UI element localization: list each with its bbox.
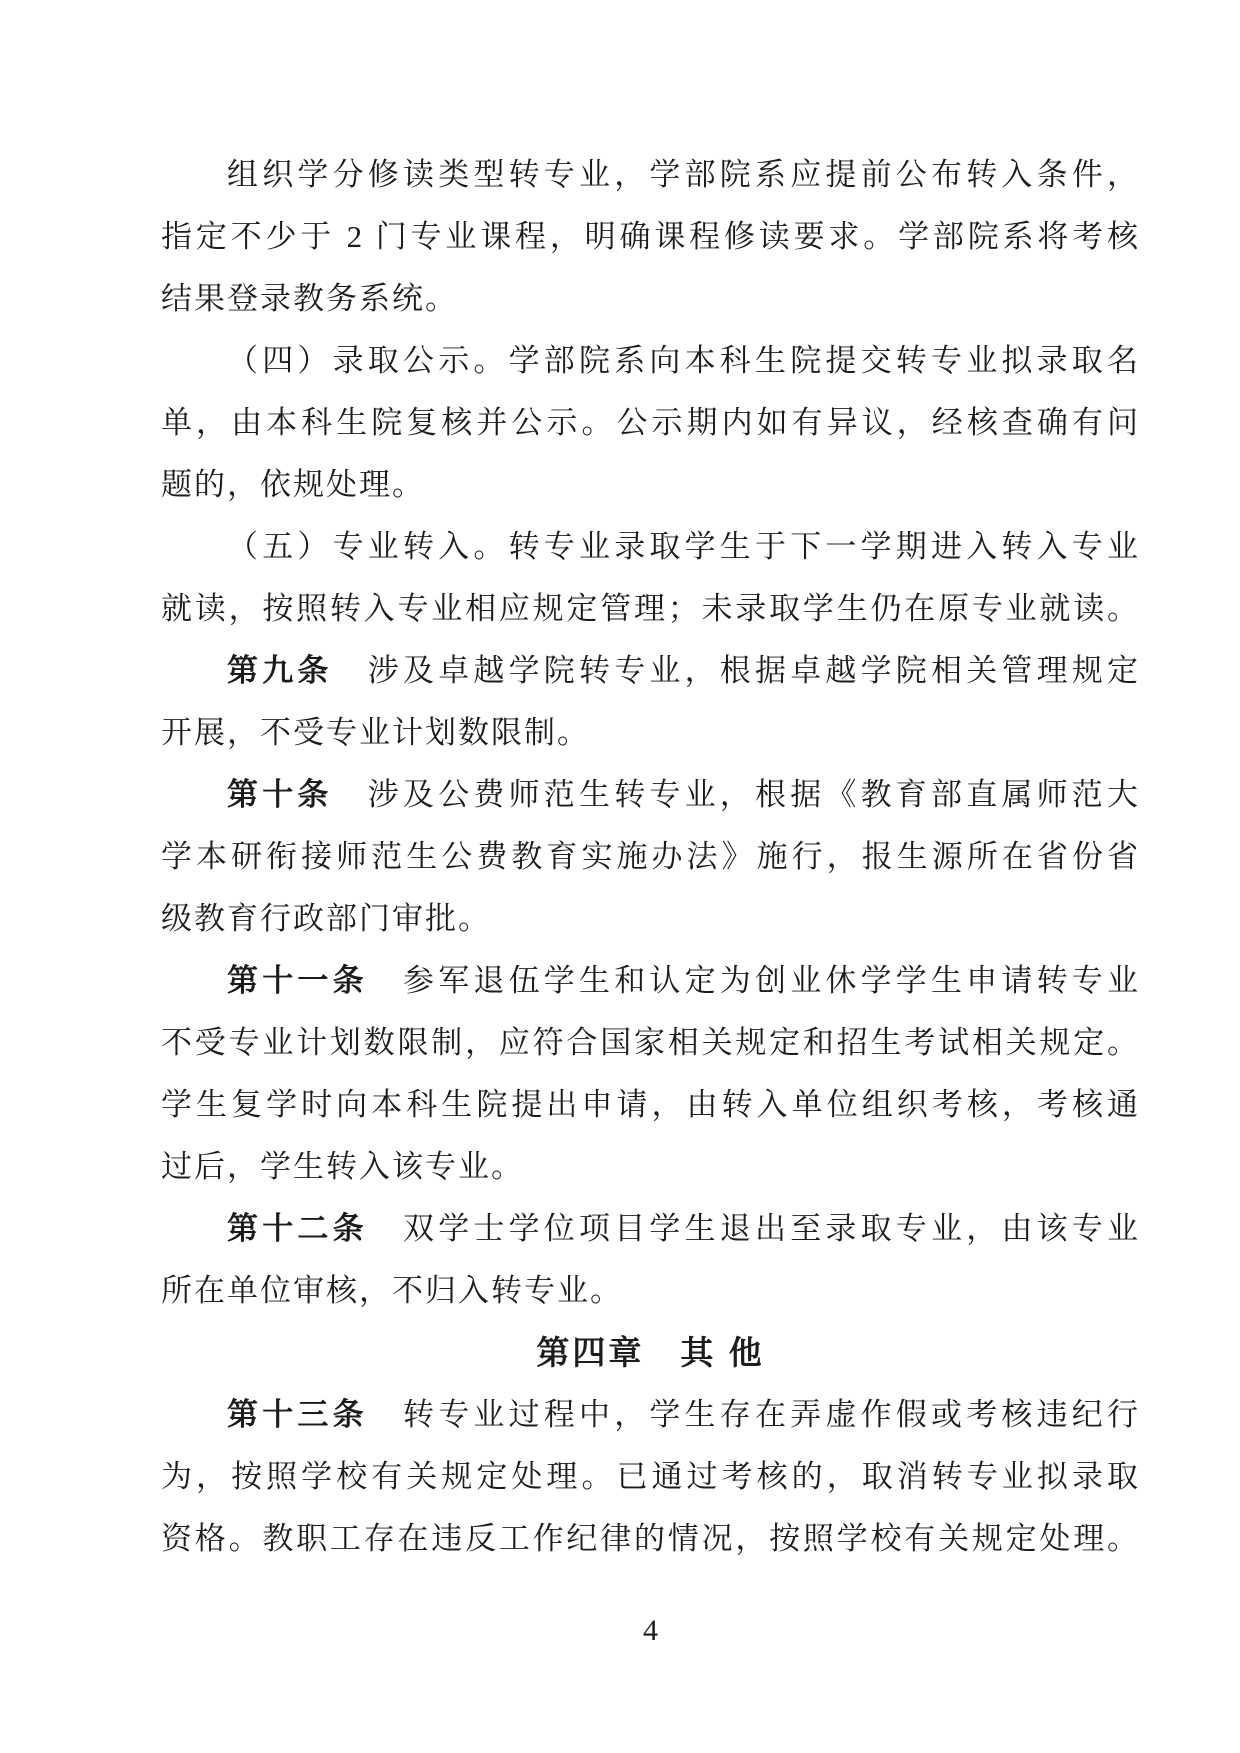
text-run: 学本研衔接师范生公费教育实施办法》施行，报生源所在省份省 [161, 839, 1140, 874]
text-line [161, 330, 1140, 392]
text-line [161, 144, 1140, 206]
text-line [161, 268, 1140, 330]
text-run: 资格。教职工存在违反工作纪律的情况，按照学校有关规定处理。 [161, 1521, 1140, 1556]
text-run: 结果登录教务系统。 [161, 281, 458, 316]
text-line [161, 1260, 1140, 1322]
text-run: 参军退伍学生和认定为创业休学学生申请转专业 [367, 963, 1141, 998]
text-line [161, 1508, 1140, 1570]
text-run: 涉及公费师范生转专业，根据《教育部直属师范大 [332, 777, 1141, 812]
text-line [161, 206, 1140, 268]
text-run: 题的，依规处理。 [161, 467, 425, 502]
text-run: 开展，不受专业计划数限制。 [161, 715, 590, 750]
text-line [161, 1198, 1140, 1260]
document-body [161, 144, 1140, 1662]
text-run: （五）专业转入。转专业录取学生于下一学期进入转入专业 [227, 529, 1140, 564]
text-run: 就读，按照转入专业相应规定管理；未录取学生仍在原专业就读。 [161, 591, 1140, 626]
text-run: 组织学分修读类型转专业，学部院系应提前公布转入条件， [227, 157, 1140, 192]
text-run: 过后，学生转入该专业。 [161, 1149, 524, 1184]
text-run: 学生复学时向本科生院提出申请，由转入单位组织考核，考核通 [161, 1087, 1140, 1122]
text-line [161, 578, 1140, 640]
text-line [161, 888, 1140, 950]
text-line [161, 640, 1140, 702]
article-number: 第十三条 [227, 1397, 368, 1432]
text-line [161, 702, 1140, 764]
text-line [161, 1074, 1140, 1136]
text-line [161, 1136, 1140, 1198]
text-run: 指定不少于 2 门专业课程，明确课程修读要求。学部院系将考核 [161, 219, 1140, 254]
text-line [161, 1446, 1140, 1508]
text-line [161, 454, 1140, 516]
text-run: 为，按照学校有关规定处理。已通过考核的，取消转专业拟录取 [161, 1459, 1140, 1494]
text-line [161, 516, 1140, 578]
text-line [161, 1384, 1140, 1446]
text-line [161, 764, 1140, 826]
text-run: 所在单位审核，不归入转专业。 [161, 1273, 623, 1308]
text-run: 涉及卓越学院转专业，根据卓越学院相关管理规定 [332, 653, 1141, 688]
chapter-heading-text: 第四章 其 他 [536, 1334, 765, 1371]
article-number: 第九条 [227, 653, 333, 688]
text-line [161, 950, 1140, 1012]
text-run: 单，由本科生院复核并公示。公示期内如有异议，经核查确有问 [161, 405, 1140, 440]
text-line [161, 826, 1140, 888]
page-number: 4 [643, 1614, 658, 1647]
text-run: 双学士学位项目学生退出至录取专业，由该专业 [367, 1211, 1141, 1246]
text-run: 级教育行政部门审批。 [161, 901, 491, 936]
article-number: 第十二条 [227, 1211, 368, 1246]
text-line [161, 392, 1140, 454]
text-run: （四）录取公示。学部院系向本科生院提交转专业拟录取名 [227, 343, 1140, 378]
article-number: 第十条 [227, 777, 333, 812]
text-run: 不受专业计划数限制，应符合国家相关规定和招生考试相关规定。 [161, 1025, 1140, 1060]
chapter-heading [161, 1322, 1140, 1384]
text-line [161, 1012, 1140, 1074]
text-run: 转专业过程中，学生存在弄虚作假或考核违纪行 [367, 1397, 1141, 1432]
article-number: 第十一条 [227, 963, 368, 998]
